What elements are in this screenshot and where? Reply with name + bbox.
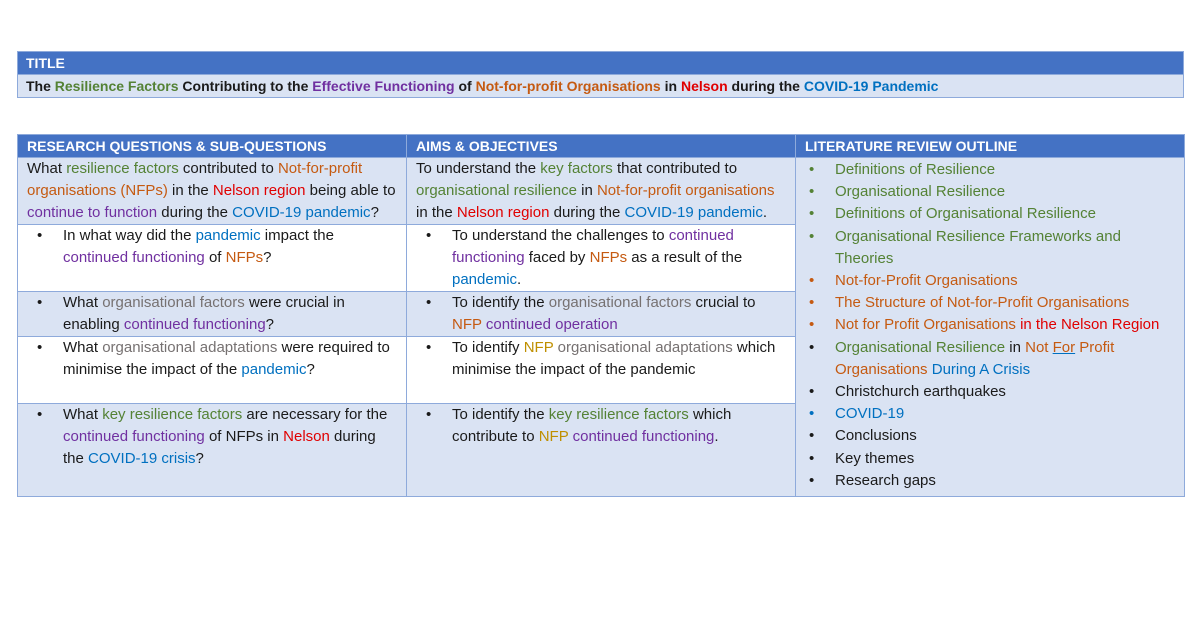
text-segment: continued functioning	[123, 316, 266, 333]
literature-outline-item	[802, 292, 1178, 314]
text-segment: of NFPs in	[204, 428, 284, 445]
text-segment: were crucial in enabling	[63, 294, 345, 333]
text-segment: NFP	[538, 428, 569, 445]
text-segment: impact the	[260, 227, 334, 244]
research-question-cell	[18, 404, 407, 497]
text-segment: continued operation	[485, 316, 618, 333]
text-segment: are necessary for the	[242, 406, 388, 423]
text-segment: Organisational Resilience	[835, 183, 1006, 201]
text-segment: key factors	[540, 160, 613, 177]
text-segment: organisational adaptations	[102, 339, 278, 356]
research-plan-table	[17, 134, 1185, 497]
aim-cell	[407, 225, 796, 292]
text-segment: COVID-19	[835, 405, 905, 423]
text-segment: during the	[549, 204, 625, 221]
table-row	[18, 158, 1185, 225]
research-question-cell	[18, 337, 407, 404]
text-segment: Key themes	[835, 449, 915, 467]
text-segment: To understand the challenges to	[452, 227, 669, 244]
text-segment: Profit Organisations	[835, 338, 1115, 378]
aims-objectives-header: AIMS & OBJECTIVES	[407, 135, 796, 158]
text-segment: NFP	[523, 339, 554, 356]
text-segment: continued functioning	[572, 428, 715, 445]
literature-outline-item	[802, 181, 1178, 203]
text-segment: COVID-19 pandemic	[624, 204, 763, 221]
text-segment: in the	[416, 204, 457, 221]
text-segment: Not	[1025, 338, 1053, 356]
text-segment: in	[1005, 338, 1026, 356]
text-segment: contributed to	[178, 160, 278, 177]
text-segment: organisational resilience	[416, 182, 577, 199]
text-segment: Not-for-profit organisations (NFPs)	[27, 160, 363, 199]
text-segment: ?	[195, 450, 204, 467]
text-segment: continue to function	[27, 204, 158, 221]
text-segment: key resilience factors	[102, 406, 243, 423]
text-segment: organisational factors	[548, 294, 692, 311]
text-segment: To identify	[452, 339, 524, 356]
research-question-cell	[18, 158, 407, 225]
text-segment: Nelson	[283, 428, 330, 445]
text-segment: during the	[63, 428, 376, 467]
document-title	[18, 75, 1184, 98]
literature-outline-item	[802, 159, 1178, 181]
text-segment: Not for Profit Organisations	[835, 316, 1016, 334]
text-segment: NFP	[452, 316, 482, 333]
text-segment: ?	[263, 249, 272, 266]
text-segment: ?	[306, 361, 315, 378]
text-segment: What	[63, 339, 103, 356]
literature-outline-item	[802, 337, 1178, 381]
text-segment: .	[517, 271, 522, 288]
text-segment: In what way did the	[63, 227, 196, 244]
literature-review-header: LITERATURE REVIEW OUTLINE	[796, 135, 1185, 158]
text-segment: were required to minimise the impact of the	[63, 339, 390, 378]
text-segment: The Structure of Not-for-Profit Organisations	[835, 294, 1130, 312]
text-segment: of	[204, 249, 226, 266]
text-segment: Not-for-Profit Organisations	[835, 272, 1018, 290]
text-segment: Not-for-profit organisations	[596, 182, 775, 199]
text-segment: Organisational Resilience Frameworks and Theories	[835, 227, 1121, 267]
literature-outline-item	[802, 270, 1178, 292]
text-segment: For	[1052, 338, 1076, 356]
aim-cell	[407, 292, 796, 337]
text-segment: Definitions of Organisational Resilience	[835, 205, 1096, 223]
text-segment: Organisational Resilience	[835, 338, 1006, 356]
text-segment: NFPs	[589, 249, 628, 266]
literature-outline-item	[802, 470, 1178, 492]
text-segment: Effective Functioning	[312, 78, 455, 94]
text-segment: that contributed to	[612, 160, 738, 177]
text-segment: which minimise the impact of the pandemic	[452, 339, 776, 378]
text-segment: ?	[265, 316, 275, 333]
text-segment: Nelson region	[212, 182, 306, 199]
research-questions-header: RESEARCH QUESTIONS & SUB-QUESTIONS	[18, 135, 407, 158]
text-segment: What	[63, 294, 103, 311]
text-segment: pandemic	[452, 271, 518, 288]
text-segment: in	[576, 182, 597, 199]
text-segment: resilience factors	[66, 160, 179, 177]
literature-outline-item	[802, 381, 1178, 403]
title-header: TITLE	[18, 52, 1184, 75]
text-segment: ?	[370, 204, 379, 221]
text-segment: What	[63, 406, 103, 423]
text-segment: Nelson	[680, 78, 728, 94]
text-segment: in	[660, 78, 681, 94]
literature-outline-item	[802, 425, 1178, 447]
literature-outline-item	[802, 403, 1178, 425]
literature-outline-item	[802, 448, 1178, 470]
text-segment: organisational factors	[102, 294, 245, 311]
literature-outline-item	[802, 226, 1178, 270]
text-segment: The	[26, 78, 55, 94]
text-segment: crucial to	[691, 294, 756, 311]
text-segment: key resilience factors	[548, 406, 689, 423]
text-segment: Contributing to the	[178, 78, 313, 94]
text-segment: To understand the	[416, 160, 541, 177]
literature-outline-item	[802, 314, 1178, 336]
text-segment: pandemic	[241, 361, 307, 378]
aim-cell	[407, 337, 796, 404]
text-segment: What	[27, 160, 67, 177]
text-segment: To identify the	[452, 294, 549, 311]
text-segment: of	[454, 78, 476, 94]
text-segment: COVID-19 pandemic	[232, 204, 371, 221]
text-segment: pandemic	[195, 227, 261, 244]
text-segment: which contribute to	[452, 406, 732, 445]
text-segment: organisational adaptations	[557, 339, 733, 356]
text-segment: faced by	[524, 249, 590, 266]
literature-outline-item	[802, 203, 1178, 225]
text-segment: in the	[167, 182, 213, 199]
text-segment: Christchurch earthquakes	[835, 383, 1006, 401]
text-segment: Conclusions	[835, 427, 917, 445]
literature-outline-list	[802, 159, 1178, 492]
text-segment: Definitions of Resilience	[835, 161, 996, 178]
text-segment: .	[762, 204, 768, 221]
text-segment: COVID-19 crisis	[88, 450, 196, 467]
text-segment: COVID-19 Pandemic	[803, 78, 939, 94]
text-segment: NFPs	[225, 249, 264, 266]
text-segment: Research gaps	[835, 471, 936, 489]
aim-cell	[407, 404, 796, 497]
text-segment: being able to	[305, 182, 396, 199]
text-segment: To identify the	[452, 406, 549, 423]
title-table	[17, 51, 1184, 98]
text-segment: continued functioning	[63, 249, 205, 266]
literature-outline-cell	[796, 158, 1185, 497]
text-segment: during the	[727, 78, 804, 94]
aim-cell	[407, 158, 796, 225]
text-segment: continued functioning	[63, 428, 205, 445]
text-segment: Resilience Factors	[54, 78, 179, 94]
research-question-cell	[18, 292, 407, 337]
text-segment: .	[714, 428, 719, 445]
research-question-cell	[18, 225, 407, 292]
text-segment: During A Crisis	[927, 360, 1031, 378]
text-segment: Nelson region	[456, 204, 550, 221]
text-segment: during the	[157, 204, 233, 221]
text-segment: in the Nelson Region	[1015, 316, 1160, 334]
text-segment: as a result of the	[627, 249, 743, 266]
text-segment: Not-for-profit Organisations	[475, 78, 661, 94]
text-segment: continued functioning	[452, 227, 734, 266]
